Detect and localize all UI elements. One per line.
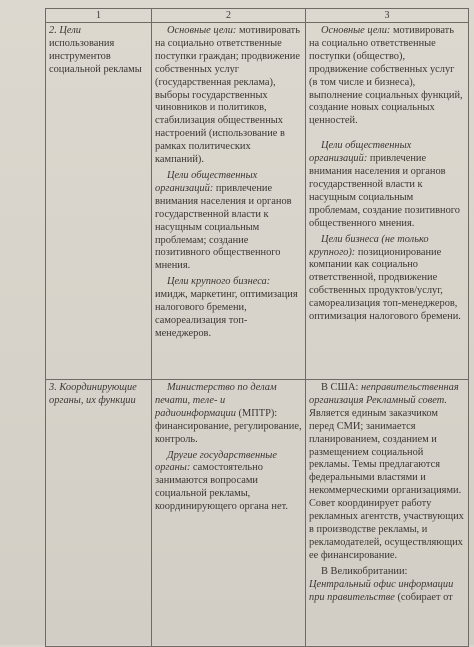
paragraph-text: привлечение внимания населения и органов государственной власти к насущным социальным проблемам; создание позитивного общественного мнения. — [155, 182, 292, 272]
paragraph-text: имидж, маркетинг, оптимизация налогового бремени, самореализация топ-менеджеров. — [155, 289, 298, 339]
row-heading-goals — [46, 23, 152, 380]
row-heading-text: 3. Координирующие органы, их функции — [49, 382, 137, 406]
header-row — [46, 9, 469, 23]
paragraph-lead: Цели общественных организаций: — [309, 140, 412, 165]
paragraph-lead: неправительственная организация Рекламный совет. — [309, 382, 459, 406]
cell-coordinators-col3 — [306, 380, 469, 647]
cell-goals-col3 — [306, 23, 469, 380]
paragraph — [155, 170, 302, 273]
paragraph — [155, 25, 302, 167]
paragraph — [155, 276, 302, 341]
paragraph-text: мотивировать на социально ответственные поступки граждан; продвижение собственных услуг (государственная реклама), выборы государственных чиновников и политиков, стабилизация общественных настроений (использование в рамках политических кампаний). — [155, 25, 300, 166]
paragraph-text: Является единым заказчиком перед СМИ; занимается планированием, созданием и размещением социальной рекламы. Темы предлагаются федеральными властями и некоммерческими организациями. Совет координирует работу рекламных агентств, участвующих в производстве рекламы, и рекламодателей, осуществляющих ее финансирование. — [309, 407, 464, 561]
paragraph — [155, 382, 302, 447]
column-header-1: 1 — [46, 9, 152, 23]
paragraph-country: В Великобритании: — [321, 565, 408, 577]
table-row-coordinators — [46, 380, 469, 647]
paragraph-lead: Основные цели: — [321, 25, 391, 36]
paragraph-country: В США: — [321, 382, 361, 393]
paragraph — [309, 382, 465, 563]
paragraph — [309, 566, 465, 605]
paragraph-text: позиционирование компании как социально ответственной, продвижение собственных продуктов/услуг, самореализация топ-менеджеров, оптимизация налогового бремени. — [309, 246, 461, 323]
cell-goals-col2 — [152, 23, 306, 380]
cell-coordinators-col2 — [152, 380, 306, 647]
paragraph-lead: Цели общественных организаций: — [155, 169, 258, 194]
row-heading-text: использования инструментов социальной рекламы — [49, 37, 142, 75]
column-header-2: 2 — [152, 9, 306, 23]
paragraph — [309, 234, 465, 324]
table-row-goals — [46, 23, 469, 380]
paragraph — [309, 140, 465, 230]
paragraph — [155, 450, 302, 515]
paragraph — [309, 25, 465, 128]
paragraph-lead: Центральный офис информации при правительстве — [309, 578, 454, 603]
paragraph-text: мотивировать на социально ответственные поступки (общество), продвижение собственных услуг (в том числе и бизнеса), выполнение социальных функций, создание новых социальных ценностей. — [309, 25, 463, 127]
column-header-3: 3 — [306, 9, 469, 23]
paragraph-text: привлечение внимания населения и органов государственной власти к насущным социальным проблемам, создание позитивного общественного мнения. — [309, 153, 460, 229]
row-heading-coordinators — [46, 380, 152, 647]
row-heading-number: 2. Цели — [49, 25, 81, 36]
paragraph-lead: Другие государственные органы: — [155, 449, 277, 474]
paragraph-lead: Министерство по делам печати, теле- и радиоинформации — [155, 382, 277, 419]
paragraph-text: (собирает от — [394, 591, 453, 603]
comparison-table — [45, 8, 469, 647]
paragraph-text: (МПТР): финансирование, регулирование, контроль. — [155, 407, 302, 445]
paragraph-lead: Цели крупного бизнеса: — [167, 276, 271, 288]
paragraph-lead: Основные цели: — [167, 25, 237, 36]
paragraph-text: самостоятельно занимаются вопросами социальной рекламы, координирующего органа нет. — [155, 462, 288, 513]
paragraph-lead: Цели бизнеса (не только крупного): — [309, 233, 429, 258]
